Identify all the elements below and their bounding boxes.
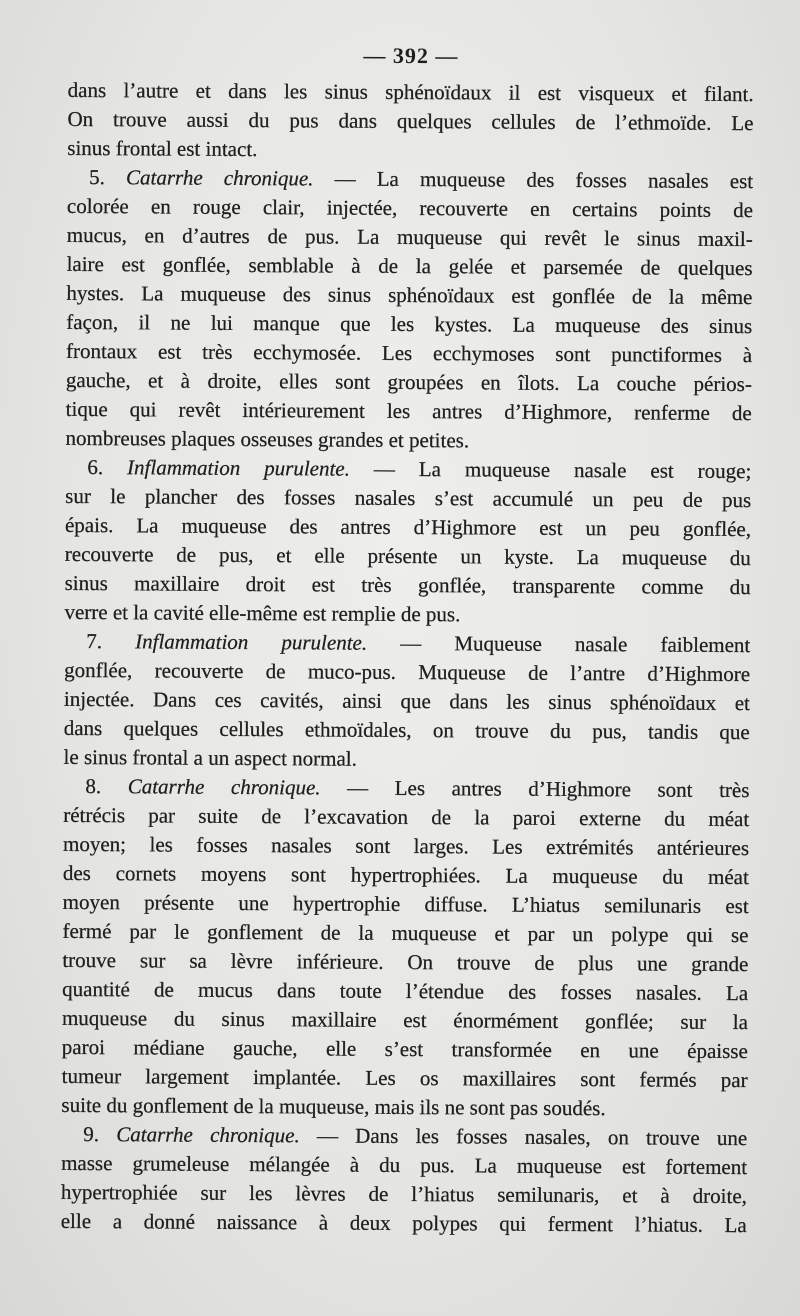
paragraph-title: Inflammation purulente. <box>127 455 351 481</box>
text-line: dans l’autre et dans les sinus sphénoïdaux il est visqueux et filant. <box>67 77 754 107</box>
text-line: sinus frontal est intact. <box>67 135 258 162</box>
text-line <box>64 627 750 660</box>
paragraph-number: 5. <box>89 165 105 190</box>
text-line: masse grumeleuse mélangée à du pus. La muqueuse est fortement <box>61 1150 748 1180</box>
paragraph-text: — Muqueuse nasale faiblement <box>400 630 751 658</box>
text-line: sinus maxillaire droit est très gonflée, transparente comme du <box>64 570 751 600</box>
text-line: tique qui revêt intérieurement les antres d’Highmore, renferme de <box>65 396 752 426</box>
text-line: des cornets moyens sont hypertrophiées. La muqueuse du méat <box>62 860 749 890</box>
text-line: moyen; les fosses nasales sont larges. Les extrémités antérieures <box>62 831 750 861</box>
paragraph <box>64 627 751 776</box>
text-line <box>61 1120 747 1153</box>
text-line: On trouve aussi du pus dans quelques cellules de l’ethmoïde. Le <box>67 106 754 136</box>
text-line <box>65 453 751 486</box>
paragraph-number: 9. <box>83 1122 100 1147</box>
text-line: quantité de mucus dans toute l’étendue des fosses nasales. La <box>62 976 749 1006</box>
paragraph-text: — La muqueuse des fosses nasales est <box>334 166 754 194</box>
paragraph-title: Catarrhe chronique. <box>127 774 321 800</box>
text-line: muqueuse du sinus maxillaire est énormément gonflée; sur la <box>61 1005 749 1035</box>
text-line: nombreuses plaques osseuses grandes et petites. <box>65 425 470 453</box>
paragraph-number: 8. <box>85 774 102 799</box>
text-line: trouve sur sa lèvre inférieure. On trouve de plus une grande <box>62 947 749 977</box>
text-line: laire est gonflée, semblable à de la gelée et parsemée de quelques <box>66 251 753 281</box>
text-line: suite du gonflement de la muqueuse, mais ils ne sont pas soudés. <box>61 1092 606 1121</box>
text-line: hypertrophiée sur les lèvres de l’hiatus semilunaris, et à droite, <box>60 1179 748 1209</box>
text-line: rétrécis par suite de l’excavation de la paroi externe du méat <box>63 802 750 832</box>
text-line: injectée. Dans ces cavités, ainsi que dans les sinus sphénoïdaux et <box>63 686 751 716</box>
paragraph-text: — Dans les fosses nasales, on trouve une <box>316 1123 748 1151</box>
text-line: sur le plancher des fosses nasales s’est accumulé un peu de pus <box>65 483 752 513</box>
text-line: mucus, en d’autres de pus. La muqueuse qui revêt le sinus maxil- <box>66 222 753 252</box>
text-line: elle a donné naissance à deux polypes qui ferment l’hiatus. La <box>60 1208 747 1238</box>
paragraph-title: Catarrhe chronique. <box>125 165 314 191</box>
text-line: colorée en rouge clair, injectée, recouverte en certains points de <box>66 193 754 223</box>
text-line: recouverte de pus, et elle présente un kyste. La muqueuse du <box>64 541 751 571</box>
paragraph <box>67 76 754 167</box>
text-line: tumeur largement implantée. Les os maxillaires sont fermés par <box>61 1063 748 1093</box>
page-number: — 392 — <box>363 42 459 69</box>
text-line: fermé par le gonflement de la muqueuse et par un polype qui se <box>62 918 749 948</box>
paragraph <box>61 1120 748 1240</box>
paragraph <box>61 772 749 1124</box>
book-page <box>60 36 754 1290</box>
paragraph-title: Inflammation purulente. <box>135 629 368 655</box>
paragraph <box>64 453 751 631</box>
text-line: le sinus frontal a un aspect normal. <box>63 744 358 771</box>
text-line <box>67 163 753 196</box>
text-line: verre et la cavité elle-même est remplie de pus. <box>64 599 461 627</box>
text-line: façon, il ne lui manque que les kystes. La muqueuse des sinus <box>66 309 753 339</box>
paragraph-number: 7. <box>86 629 103 654</box>
text-line: frontaux est très ecchymosée. Les ecchymoses sont punctiformes à <box>66 338 753 368</box>
paragraph-title: Catarrhe chronique. <box>116 1122 300 1148</box>
text-line: gauche, et à droite, elles sont groupées en îlots. La couche périos- <box>65 367 752 397</box>
text-line: hystes. La muqueuse des sinus sphénoïdaux est gonflée de la même <box>66 280 753 310</box>
text-line: dans quelques cellules ethmoïdales, on trouve du pus, tandis que <box>63 715 750 745</box>
paragraph <box>65 163 753 457</box>
paragraph-text: — La muqueuse nasale est rouge; <box>373 456 752 484</box>
text-line: épais. La muqueuse des antres d’Highmore est un peu gonflée, <box>64 512 752 542</box>
text-line: paroi médiane gauche, elle s’est transformée en une épaisse <box>61 1034 748 1064</box>
paragraph-number: 6. <box>87 455 104 480</box>
text-line <box>63 772 749 805</box>
page-body <box>61 76 754 1240</box>
text-line: gonflée, recouverte de muco-pus. Muqueuse de l’antre d’Highmore <box>64 657 751 687</box>
text-line: moyen présente une hypertrophie diffuse. L’hiatus semilunaris est <box>62 889 749 919</box>
paragraph-text: — Les antres d’Highmore sont très <box>347 775 750 803</box>
